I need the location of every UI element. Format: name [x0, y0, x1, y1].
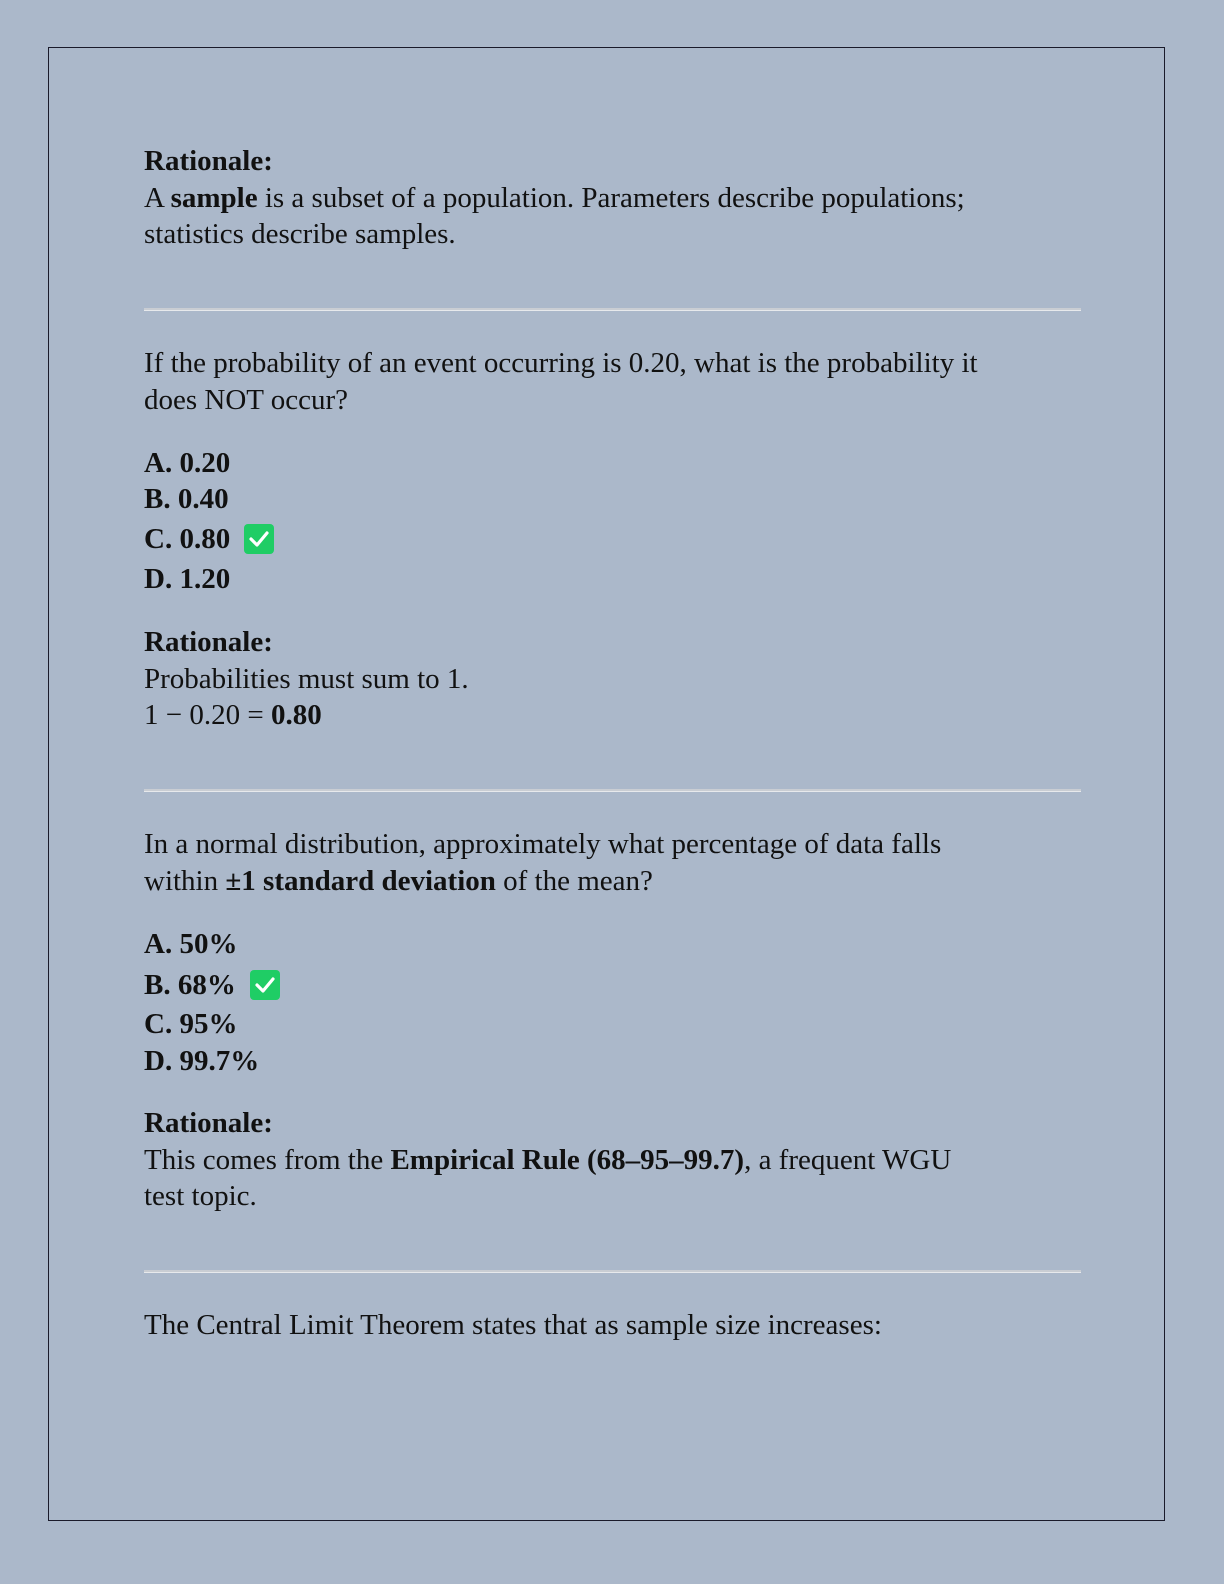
answer-value: 0.80: [270, 699, 322, 731]
checkmark-icon: [244, 524, 274, 554]
option-b: B. 68%: [144, 964, 1084, 1006]
question-text: The Central Limit Theorem states that as sample size increases:: [144, 1309, 882, 1341]
question-1-options: [144, 445, 1084, 597]
rationale-text-continued: statistics describe samples.: [144, 218, 456, 250]
question-text: In a normal distribution, approximately what percentage of data falls: [144, 828, 942, 860]
divider: [144, 308, 1081, 311]
question-text-continued: does NOT occur?: [144, 383, 349, 416]
rationale-heading: Rationale:: [144, 1107, 273, 1139]
page-border: [48, 47, 1165, 1521]
rationale-text: Probabilities must sum to 1.: [144, 662, 469, 695]
rationale-block-3: [144, 1105, 1084, 1215]
keyword-standard-deviation: ±1 standard deviation: [225, 864, 496, 897]
rationale-text-continued: test topic.: [144, 1180, 257, 1212]
option-a: A. 0.20: [144, 446, 231, 479]
question-2: [144, 826, 1084, 899]
option-c: C. 0.80: [144, 517, 1084, 561]
checkmark-icon: [250, 970, 280, 1000]
option-b: B. 0.40: [144, 482, 229, 515]
rationale-text: This comes from the Empirical Rule (68–95–99.7), a frequent WGU: [144, 1143, 952, 1176]
option-d: D. 99.7%: [144, 1044, 260, 1077]
keyword-empirical-rule: Empirical Rule (68–95–99.7): [390, 1143, 745, 1176]
question-text-continued: within ±1 standard deviation of the mean?: [144, 864, 653, 897]
divider: [144, 1270, 1081, 1273]
option-d: D. 1.20: [144, 562, 231, 595]
rationale-equation: 1 − 0.20 = 0.80: [144, 699, 322, 731]
rationale-text: A sample is a subset of a population. Parameters describe populations;: [144, 181, 965, 214]
question-2-options: [144, 925, 1084, 1079]
option-c: C. 95%: [144, 1008, 238, 1040]
question-3: [144, 1307, 1084, 1344]
rationale-heading: Rationale:: [144, 626, 273, 658]
keyword-sample: sample: [170, 181, 258, 214]
divider: [144, 789, 1081, 792]
rationale-block-2: [144, 624, 1084, 734]
question-1: [144, 345, 1084, 418]
rationale-heading: Rationale:: [144, 145, 273, 177]
option-a: A. 50%: [144, 928, 238, 960]
question-text: If the probability of an event occurring is 0.20, what is the probability it: [144, 347, 978, 379]
rationale-block-1: [144, 143, 1084, 253]
